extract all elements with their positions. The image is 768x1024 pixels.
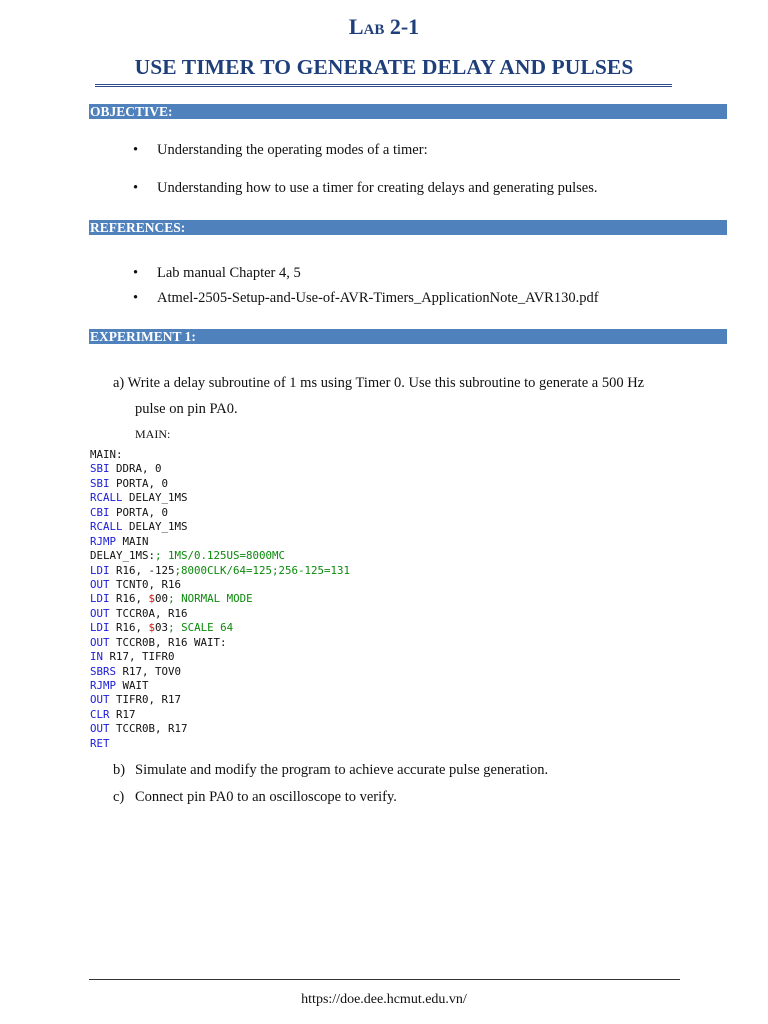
- code-keyword: OUT: [90, 693, 110, 707]
- task-c-label: c): [113, 789, 125, 805]
- code-operands: DELAY_1MS: [122, 491, 188, 505]
- objective-heading: OBJECTIVE:: [89, 104, 727, 119]
- code-operands: R16, -125: [109, 563, 175, 577]
- task-a-line1: a) Write a delay subroutine of 1 ms using Timer 0. Use this subroutine to generate a 500 Hz: [113, 375, 645, 391]
- lab-subtitle: USE TIMER TO GENERATE DELAY AND PULSES: [134, 55, 634, 79]
- code-operands: R17, TIFR0: [103, 650, 175, 664]
- code-keyword: RCALL: [90, 491, 123, 505]
- code-operands: MAIN: [116, 534, 149, 548]
- references-heading: REFERENCES:: [89, 220, 727, 235]
- code-keyword: CLR: [90, 707, 110, 721]
- footer-url[interactable]: https://doe.dee.hcmut.edu.vn/: [301, 992, 467, 1007]
- code-line: [90, 737, 350, 751]
- main-label: MAIN:: [135, 427, 171, 441]
- code-operands: DELAY_1MS: [122, 520, 188, 534]
- code-hex-value: 00: [155, 592, 169, 606]
- code-operands: MAIN:: [90, 448, 123, 461]
- code-keyword: LDI: [90, 592, 110, 606]
- code-line: [90, 448, 350, 462]
- code-operands: TCCR0B, R16 WAIT:: [109, 635, 227, 649]
- code-hex-value: 03: [155, 621, 169, 635]
- lab-title: Lab 2-1: [348, 14, 420, 39]
- reference-item: Atmel-2505-Setup-and-Use-of-AVR-Timers_ApplicationNote_AVR130.pdf: [157, 290, 599, 306]
- code-line: [90, 462, 350, 476]
- bullet-icon: •: [133, 142, 139, 158]
- code-operands: TCCR0B, R17: [109, 722, 188, 736]
- code-line: [90, 693, 350, 707]
- code-keyword: OUT: [90, 606, 110, 620]
- code-operands: TIFR0, R17: [109, 693, 182, 707]
- code-line: [90, 607, 350, 621]
- task-b-label: b): [113, 762, 126, 778]
- code-keyword: OUT: [90, 722, 110, 736]
- experiment1-heading: EXPERIMENT 1:: [89, 329, 727, 344]
- code-operands: R17, TOV0: [116, 664, 182, 678]
- code-operands: TCNT0, R16: [109, 577, 182, 591]
- code-keyword: SBRS: [90, 664, 117, 678]
- code-line: [90, 708, 350, 722]
- code-line: [90, 564, 350, 578]
- code-keyword: OUT: [90, 577, 110, 591]
- code-line: [90, 636, 350, 650]
- code-keyword: RJMP: [90, 679, 117, 692]
- code-operands: DDRA, 0: [109, 462, 162, 476]
- code-operands: WAIT: [116, 679, 149, 692]
- code-line: [90, 578, 350, 592]
- code-keyword: RCALL: [90, 520, 123, 534]
- code-operands: R16,: [109, 621, 149, 635]
- code-keyword: OUT: [90, 635, 110, 649]
- footer-divider: [89, 979, 680, 980]
- code-keyword: IN: [90, 650, 104, 664]
- code-hex-prefix: $: [148, 621, 156, 635]
- task-c-text: Connect pin PA0 to an oscilloscope to verify.: [135, 789, 397, 805]
- title-divider-lower: [95, 86, 672, 87]
- title-divider: [95, 84, 672, 85]
- code-line: [90, 592, 350, 606]
- code-line: [90, 520, 350, 534]
- code-line: [90, 535, 350, 549]
- code-comment: ;8000CLK/64=125;256-125=131: [174, 563, 351, 577]
- code-operands: R16,: [109, 592, 149, 606]
- code-keyword: LDI: [90, 563, 110, 577]
- code-line: [90, 650, 350, 664]
- code-line: [90, 665, 350, 679]
- code-line: [90, 506, 350, 520]
- bullet-icon: •: [133, 180, 139, 196]
- code-operands: TCCR0A, R16: [109, 606, 188, 620]
- code-keyword: CBI: [90, 505, 110, 519]
- code-line: [90, 549, 350, 563]
- code-comment: ; SCALE 64: [168, 621, 234, 635]
- code-operands: DELAY_1MS:: [90, 549, 156, 563]
- code-operands: R17: [109, 707, 136, 721]
- code-listing: [90, 448, 350, 751]
- code-line: [90, 621, 350, 635]
- code-operands: PORTA, 0: [109, 476, 169, 490]
- code-hex-prefix: $: [148, 592, 156, 606]
- bullet-icon: •: [133, 290, 139, 306]
- task-a-line2: pulse on pin PA0.: [135, 401, 238, 417]
- code-keyword: SBI: [90, 476, 110, 490]
- code-comment: ; 1MS/0.125US=8000MC: [155, 549, 286, 563]
- code-operands: PORTA, 0: [109, 505, 169, 519]
- objective-item: Understanding the operating modes of a timer:: [157, 142, 428, 158]
- code-keyword: LDI: [90, 621, 110, 635]
- code-line: [90, 491, 350, 505]
- code-line: [90, 477, 350, 491]
- code-comment: ; NORMAL MODE: [168, 592, 253, 606]
- task-b-text: Simulate and modify the program to achieve accurate pulse generation.: [135, 762, 549, 778]
- code-line: [90, 722, 350, 736]
- objective-item: Understanding how to use a timer for creating delays and generating pulses.: [157, 180, 598, 196]
- code-keyword: RET: [90, 736, 110, 750]
- code-keyword: SBI: [90, 462, 110, 476]
- reference-item: Lab manual Chapter 4, 5: [157, 265, 301, 281]
- code-keyword: RJMP: [90, 534, 117, 548]
- code-line: [90, 679, 350, 693]
- bullet-icon: •: [133, 265, 139, 281]
